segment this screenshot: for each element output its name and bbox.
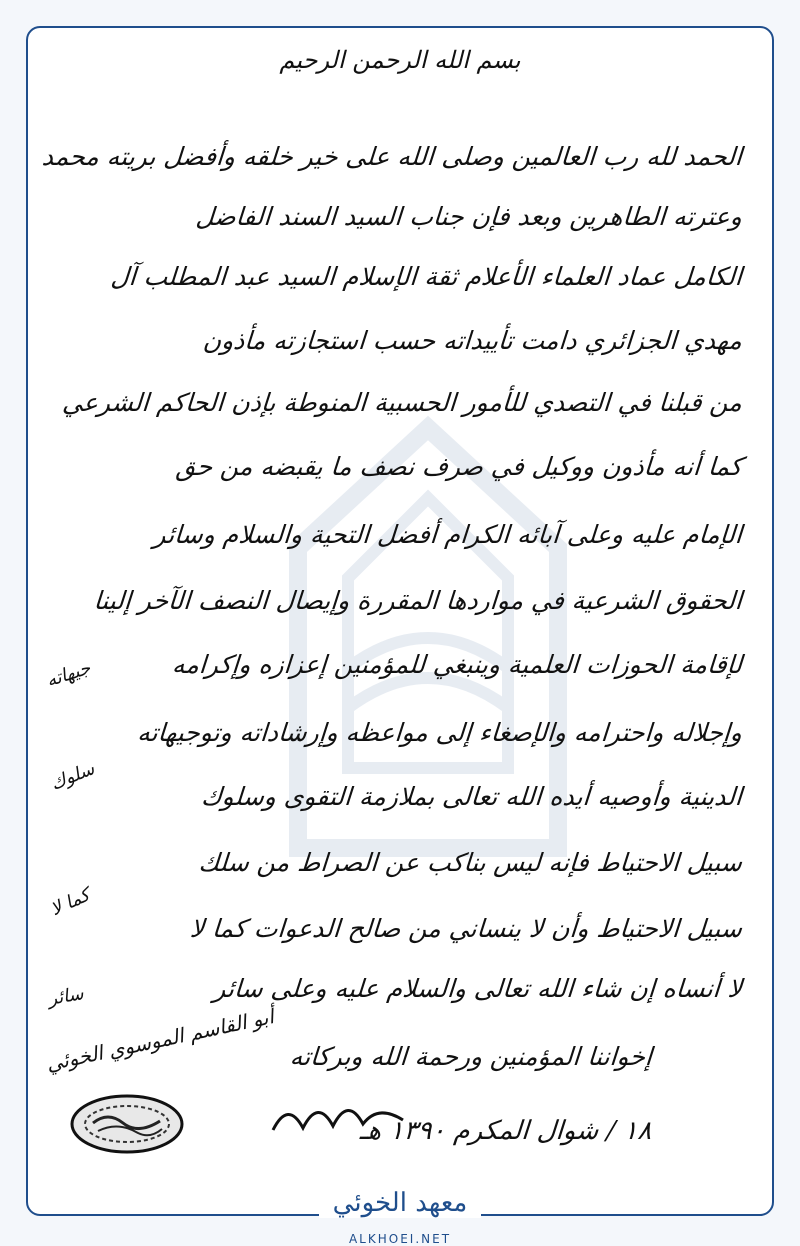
letter-line-10: وإجلاله واحترامه والإصغاء إلى مواعظه وإرشاداته وتوجيهاته [136, 718, 744, 747]
letter-line-8: الحقوق الشرعية في مواردها المقررة وإيصال النصف الآخر إلينا [92, 586, 744, 615]
letter-line-3: الكامل عماد العلماء الأعلام ثقة الإسلام السيد عبد المطلب آل [109, 262, 744, 291]
institute-logo-url[interactable]: ALKHOEI.NET [348, 1232, 452, 1246]
institute-logo-arabic: معهد الخوئي [319, 1188, 482, 1218]
document-frame [26, 26, 774, 1246]
margin-note-conduct: سلوك [47, 758, 98, 795]
margin-note-as-not: كما لا [47, 884, 93, 921]
letter-line-1: الحمد لله رب العالمين وصلى الله على خير خلقه وأفضل بريته محمد [40, 142, 744, 171]
official-seal-stamp [68, 1093, 186, 1155]
letter-line-7: الإمام عليه وعلى آبائه الكرام أفضل التحية والسلام وسائر [152, 520, 744, 549]
signature-flourish [268, 1090, 408, 1140]
basmala-heading: بسم الله الرحمن الرحيم [279, 46, 521, 74]
letter-line-13: سبيل الاحتياط وأن لا ينساني من صالح الدعوات كما لا [188, 914, 744, 943]
handwritten-letter [28, 28, 772, 1214]
letter-line-12: سبيل الاحتياط فإنه ليس بناكب عن الصراط من سلك [197, 848, 744, 877]
letter-line-5: من قبلنا في التصدي للأمور الحسبية المنوطة بإذن الحاكم الشرعي [61, 388, 744, 417]
signature: أبو القاسم الموسوي الخوئي [44, 1004, 276, 1076]
letter-date: ١٨ / شوال المكرم ١٣٩٠ هـ [359, 1116, 654, 1146]
letter-line-14: لا أنساه إن شاء الله تعالى والسلام عليه وعلى سائر [212, 974, 744, 1003]
letter-line-4: مهدي الجزائري دامت تأييداته حسب استجازته مأذون [201, 326, 744, 355]
letter-line-6: كما أنه مأذون ووكيل في صرف نصف ما يقبضه من حق [174, 452, 744, 481]
letter-line-2: وعترته الطاهرين وبعد فإن جناب السيد السند الفاضل [194, 202, 744, 231]
margin-note-and-others: سائر [46, 983, 86, 1010]
footer-logo [28, 1188, 772, 1246]
letter-line-11: الدينية وأوصيه أيده الله تعالى بملازمة التقوى وسلوك [200, 782, 744, 811]
margin-note-directives: جيهاته [43, 657, 94, 692]
letter-line-9: لإقامة الحوزات العلمية وينبغي للمؤمنين إعزازه وإكرامه [171, 650, 744, 679]
letter-line-15: إخواننا المؤمنين ورحمة الله وبركاته [289, 1042, 654, 1071]
